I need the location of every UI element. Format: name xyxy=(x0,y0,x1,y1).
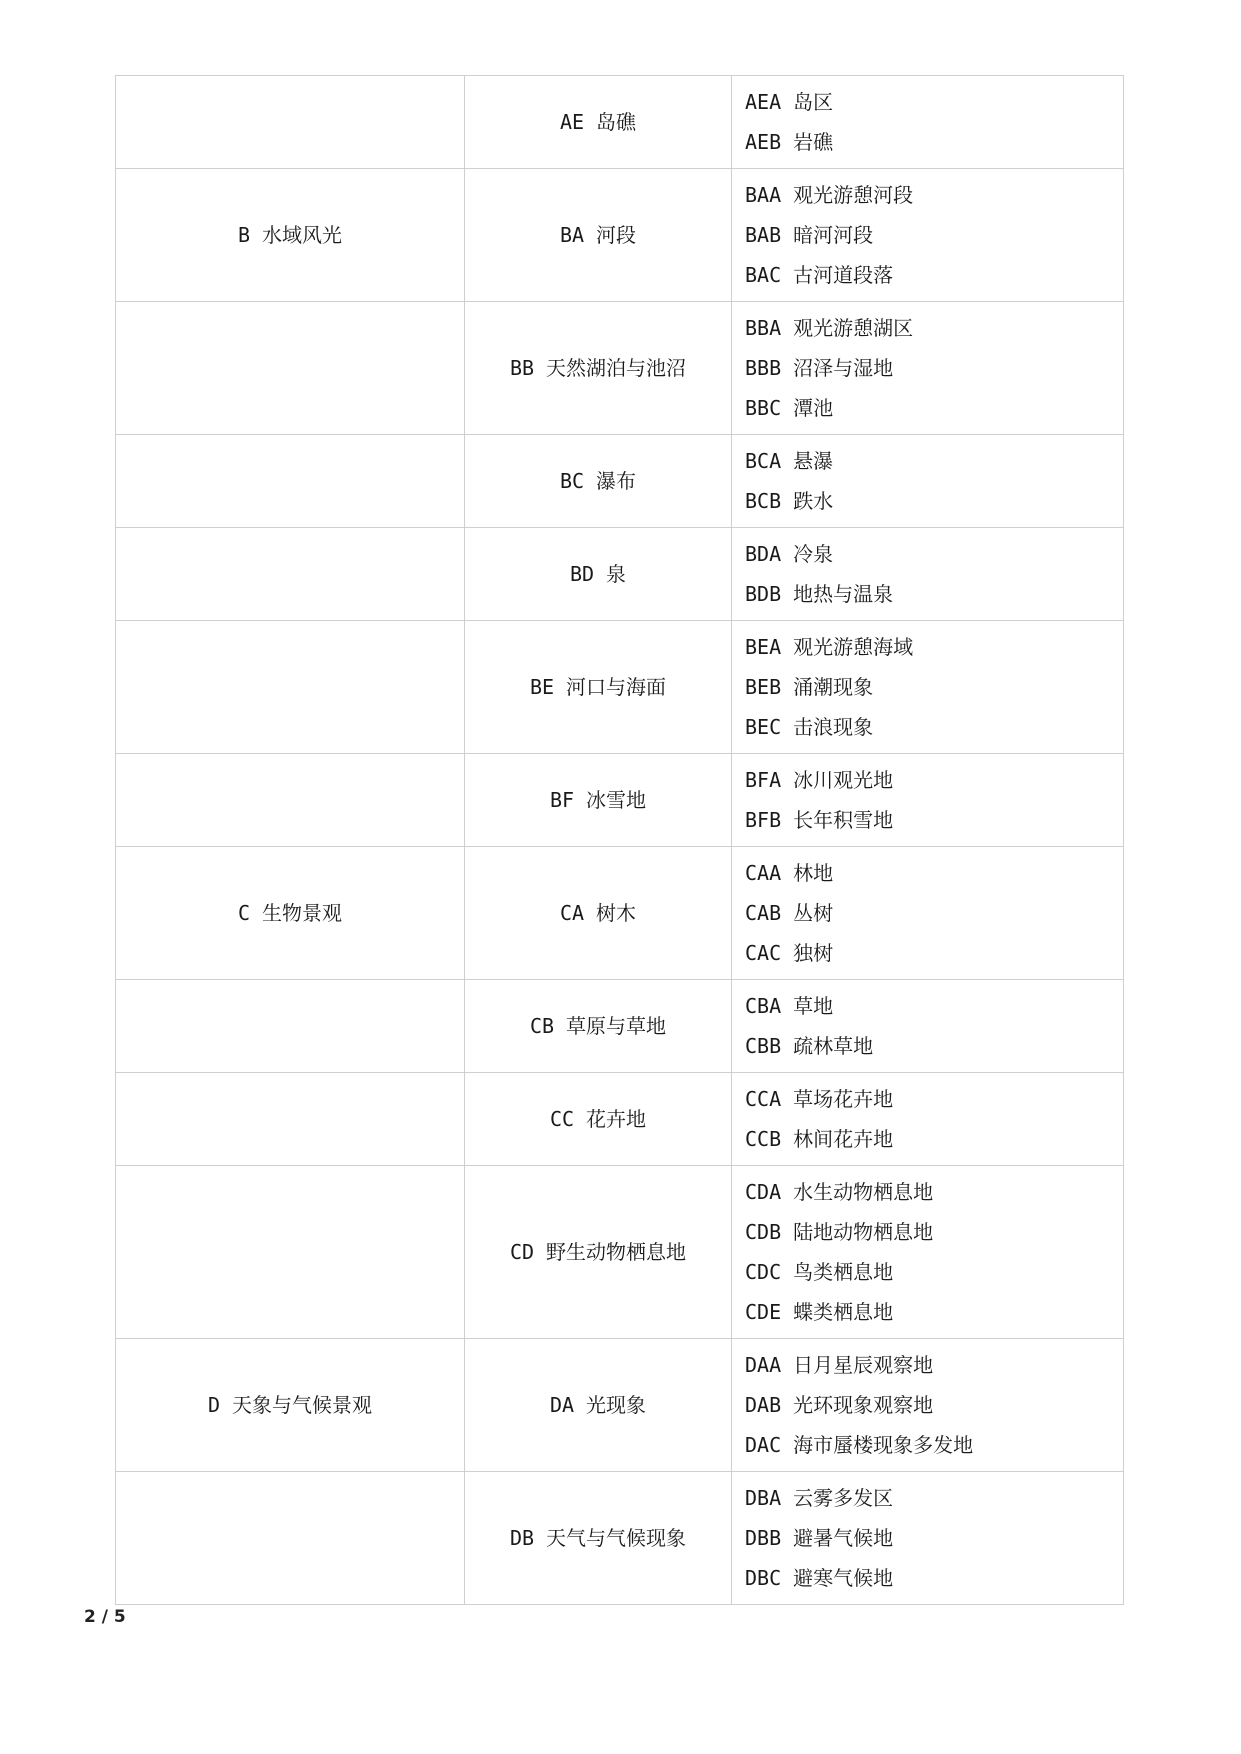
basic-type-item: AEB 岩礁 xyxy=(745,130,834,154)
main-category-cell xyxy=(116,1073,465,1166)
subclass-cell: BE 河口与海面 xyxy=(465,621,732,754)
basic-type-item: AEA 岛区 xyxy=(745,90,834,114)
basic-types-cell xyxy=(732,1339,1124,1472)
main-category-cell xyxy=(116,621,465,754)
main-category-cell xyxy=(116,1472,465,1605)
basic-types-cell xyxy=(732,435,1124,528)
subclass-cell: CD 野生动物栖息地 xyxy=(465,1166,732,1339)
resource-classification-table xyxy=(115,75,1124,1605)
subclass-cell: BF 冰雪地 xyxy=(465,754,732,847)
main-category-cell: C 生物景观 xyxy=(116,847,465,980)
main-category-cell xyxy=(116,980,465,1073)
basic-type-item: CBB 疏林草地 xyxy=(745,1034,874,1058)
subclass-cell: CB 草原与草地 xyxy=(465,980,732,1073)
main-category-cell: B 水域风光 xyxy=(116,169,465,302)
table-row xyxy=(116,847,1124,980)
table-row xyxy=(116,302,1124,435)
basic-type-item: CDA 水生动物栖息地 xyxy=(745,1180,934,1204)
basic-type-item: BAA 观光游憩河段 xyxy=(745,183,914,207)
basic-type-item: DBB 避暑气候地 xyxy=(745,1526,894,1550)
basic-types-cell xyxy=(732,621,1124,754)
basic-type-item: BEB 涌潮现象 xyxy=(745,675,874,699)
basic-type-item: CDB 陆地动物栖息地 xyxy=(745,1220,934,1244)
basic-types-cell xyxy=(732,980,1124,1073)
basic-types-cell xyxy=(732,1166,1124,1339)
table-body xyxy=(116,76,1124,1605)
subclass-cell: AE 岛礁 xyxy=(465,76,732,169)
main-category-cell xyxy=(116,528,465,621)
basic-type-item: BEA 观光游憩海域 xyxy=(745,635,914,659)
basic-type-item: CBA 草地 xyxy=(745,994,834,1018)
basic-type-item: BBC 潭池 xyxy=(745,396,834,420)
basic-type-item: CCB 林间花卉地 xyxy=(745,1127,894,1151)
basic-type-item: BEC 击浪现象 xyxy=(745,715,874,739)
basic-types-cell xyxy=(732,1472,1124,1605)
page-number: 2 / 5 xyxy=(84,1607,126,1627)
main-category-cell xyxy=(116,754,465,847)
basic-type-item: CDC 鸟类栖息地 xyxy=(745,1260,894,1284)
table-row xyxy=(116,528,1124,621)
basic-type-item: DAC 海市蜃楼现象多发地 xyxy=(745,1433,974,1457)
basic-type-item: BCA 悬瀑 xyxy=(745,449,834,473)
basic-type-item: BBA 观光游憩湖区 xyxy=(745,316,914,340)
basic-types-cell xyxy=(732,76,1124,169)
table-row xyxy=(116,169,1124,302)
basic-type-item: CAC 独树 xyxy=(745,941,834,965)
basic-type-item: CAA 林地 xyxy=(745,861,834,885)
table-row xyxy=(116,76,1124,169)
basic-type-item: CAB 丛树 xyxy=(745,901,834,925)
basic-type-item: BDB 地热与温泉 xyxy=(745,582,894,606)
basic-type-item: BAC 古河道段落 xyxy=(745,263,894,287)
basic-type-item: DBC 避寒气候地 xyxy=(745,1566,894,1590)
basic-type-item: BAB 暗河河段 xyxy=(745,223,874,247)
basic-types-cell xyxy=(732,847,1124,980)
subclass-cell: BB 天然湖泊与池沼 xyxy=(465,302,732,435)
basic-types-cell xyxy=(732,1073,1124,1166)
basic-type-item: BBB 沼泽与湿地 xyxy=(745,356,894,380)
main-category-cell xyxy=(116,435,465,528)
table-row xyxy=(116,1166,1124,1339)
basic-type-item: DAB 光环现象观察地 xyxy=(745,1393,934,1417)
basic-type-item: BDA 冷泉 xyxy=(745,542,834,566)
basic-type-item: DAA 日月星辰观察地 xyxy=(745,1353,934,1377)
basic-types-cell xyxy=(732,169,1124,302)
basic-types-cell xyxy=(732,302,1124,435)
main-category-cell xyxy=(116,1166,465,1339)
basic-types-cell xyxy=(732,528,1124,621)
table-row xyxy=(116,1472,1124,1605)
basic-type-item: CDE 蝶类栖息地 xyxy=(745,1300,894,1324)
table-row xyxy=(116,435,1124,528)
table-row xyxy=(116,1073,1124,1166)
table-row xyxy=(116,754,1124,847)
basic-type-item: BCB 跌水 xyxy=(745,489,834,513)
table-row xyxy=(116,980,1124,1073)
basic-types-cell xyxy=(732,754,1124,847)
subclass-cell: CA 树木 xyxy=(465,847,732,980)
subclass-cell: BD 泉 xyxy=(465,528,732,621)
subclass-cell: DB 天气与气候现象 xyxy=(465,1472,732,1605)
basic-type-item: DBA 云雾多发区 xyxy=(745,1486,894,1510)
main-category-cell xyxy=(116,302,465,435)
subclass-cell: BA 河段 xyxy=(465,169,732,302)
subclass-cell: BC 瀑布 xyxy=(465,435,732,528)
table-row xyxy=(116,621,1124,754)
main-category-cell xyxy=(116,76,465,169)
subclass-cell: CC 花卉地 xyxy=(465,1073,732,1166)
basic-type-item: BFA 冰川观光地 xyxy=(745,768,894,792)
table-row xyxy=(116,1339,1124,1472)
main-category-cell: D 天象与气候景观 xyxy=(116,1339,465,1472)
basic-type-item: CCA 草场花卉地 xyxy=(745,1087,894,1111)
basic-type-item: BFB 长年积雪地 xyxy=(745,808,894,832)
subclass-cell: DA 光现象 xyxy=(465,1339,732,1472)
